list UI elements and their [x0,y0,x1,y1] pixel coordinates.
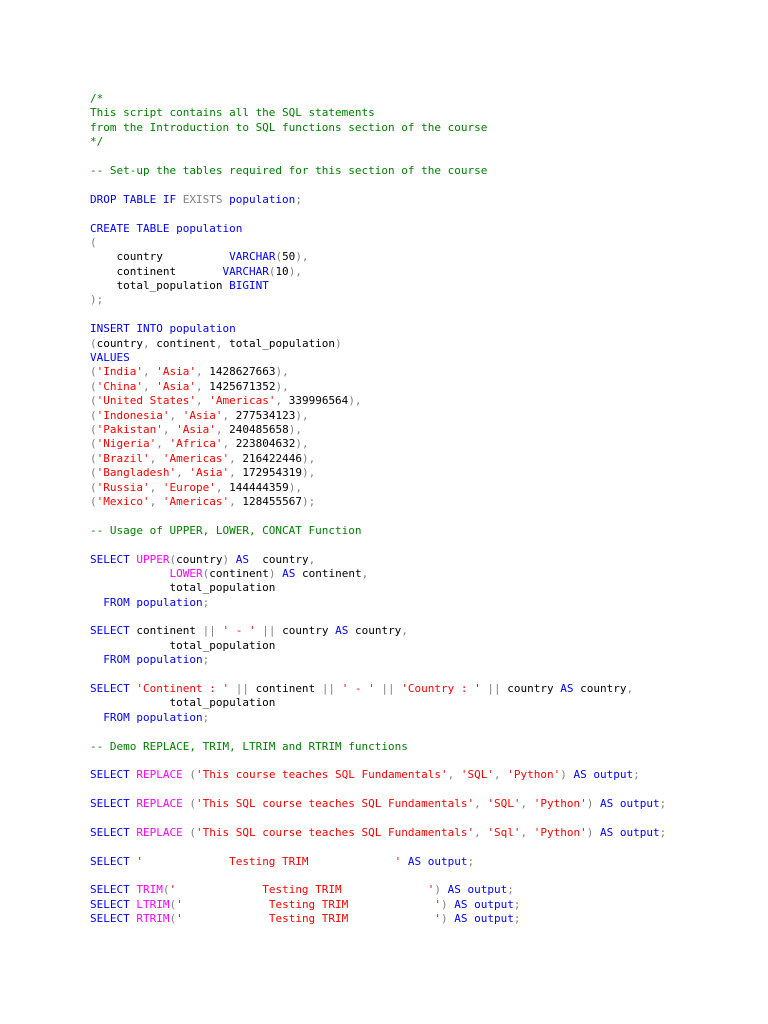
punctuation-token: ; [202,595,210,609]
punctuation-token: EXISTS [182,192,230,206]
punctuation-token: , [142,365,157,379]
punctuation-token: ) [434,883,448,897]
code-line [90,193,666,207]
punctuation-token: , [162,422,177,436]
punctuation-token: ( [182,797,196,811]
punctuation-token: , [229,466,243,480]
punctuation-token: ( [90,466,97,480]
keyword-token: BIGINT [229,279,269,293]
identifier-token: country [282,624,336,638]
punctuation-token: ( [90,451,97,465]
punctuation-token: ; [467,854,475,868]
string-literal-token: 'India' [96,365,143,379]
punctuation-token: ), [275,365,289,379]
code-line [90,883,666,897]
string-literal-token: 'Asia' [182,408,223,422]
punctuation-token: , [215,422,230,436]
punctuation-token: , [176,466,190,480]
code-line [90,135,666,149]
function-name-token: TRIM [136,883,163,897]
punctuation-token: , [149,480,163,494]
string-literal-token: ' - ' [222,624,256,638]
punctuation-token: , [195,394,210,408]
identifier-token: total_population [90,696,276,710]
code-line [90,725,666,739]
keyword-token: VALUES [90,351,130,365]
keyword-token: population [229,192,296,206]
code-line [90,222,666,236]
punctuation-token: , [222,408,236,422]
comment-token: from the Introduction to SQL functions section of the course [90,120,488,134]
string-literal-token: 'United States' [96,394,196,408]
code-line [90,596,666,610]
identifier-token: country [90,250,230,264]
code-line [90,308,666,322]
string-literal-token: ' Testing TRIM ' [136,854,402,868]
punctuation-token: ) [268,566,283,580]
string-literal-token: 'Continent : ' [136,682,230,696]
punctuation-token: || [321,682,342,696]
identifier-token: 50 [282,250,296,264]
identifier-token: country [176,552,223,566]
code-line [90,351,666,365]
string-literal-token: 'Asia' [189,466,230,480]
string-literal-token: 'Python' [533,825,587,839]
string-literal-token: 'Americas' [209,394,276,408]
code-line [90,711,666,725]
punctuation-token: ( [169,552,177,566]
punctuation-token: ( [169,912,177,926]
code-line [90,423,666,437]
code-line [90,524,666,538]
punctuation-token: ) [586,825,600,839]
string-literal-token: 'Python' [507,768,561,782]
string-literal-token: 'Russia' [96,480,150,494]
comment-token: */ [90,135,104,149]
keyword-token: SELECT [90,854,137,868]
code-line [90,869,666,883]
punctuation-token: ( [90,422,97,436]
keyword-token: AS output [454,897,514,911]
punctuation-token: ), [295,437,309,451]
keyword-token: SELECT [90,912,137,926]
punctuation-token: ( [268,264,276,278]
punctuation-token: , [195,379,210,393]
code-line [90,610,666,624]
identifier-token: continent [90,264,223,278]
keyword-token: AS output [447,883,508,897]
string-literal-token: 'Africa' [169,437,223,451]
keyword-token: CREATE TABLE population [90,221,243,235]
code-line [90,106,666,120]
punctuation-token: ; [202,653,210,667]
code-line [90,581,666,595]
punctuation-token: , [447,768,461,782]
punctuation-token: ( [90,235,97,249]
code-line [90,668,666,682]
keyword-token: SELECT [90,768,137,782]
code-line [90,207,666,221]
punctuation-token: ( [162,883,170,897]
identifier-token: continent [295,566,362,580]
punctuation-token: , [149,494,163,508]
string-literal-token: 'This SQL course teaches SQL Fundamentals' [195,825,475,839]
punctuation-token: ( [275,250,283,264]
identifier-token: 10 [275,264,289,278]
string-literal-token: 'Europe' [162,480,216,494]
keyword-token: AS [560,682,574,696]
punctuation-token: ) [441,912,455,926]
code-line [90,452,666,466]
punctuation-token: ), [301,451,316,465]
punctuation-token: , [275,394,289,408]
punctuation-token: ; [202,710,210,724]
code-line [90,365,666,379]
string-literal-token: 'Asia' [156,365,196,379]
identifier-token: 172954319 [242,466,302,480]
comment-token: -- Set-up the tables required for this section of the course [90,163,488,177]
punctuation-token: ) [222,552,236,566]
function-name-token: RTRIM [136,912,170,926]
keyword-token: FROM population [90,595,203,609]
punctuation-token: , [169,408,183,422]
identifier-token: 339996564 [288,394,349,408]
keyword-token: AS [335,624,349,638]
string-literal-token: ' Testing TRIM ' [176,912,442,926]
punctuation-token: ( [182,768,196,782]
string-literal-token: 'Brazil' [96,451,150,465]
string-literal-token: 'Indonesia' [96,408,170,422]
identifier-token: continent [136,624,203,638]
identifier-token: continent [209,566,269,580]
string-literal-token: 'Sql' [487,825,521,839]
punctuation-token: ); [301,494,316,508]
identifier-token: country [348,624,402,638]
code-line [90,265,666,279]
identifier-token: total_population [90,581,276,595]
string-literal-token: 'SQL' [487,797,521,811]
punctuation-token: || [374,682,402,696]
code-line [90,898,666,912]
punctuation-token: ) [335,336,342,350]
keyword-token: AS output [599,825,660,839]
code-line [90,250,666,264]
string-literal-token: 'Asia' [176,422,216,436]
punctuation-token: , [626,682,634,696]
punctuation-token: ; [659,825,667,839]
identifier-token: country [248,552,309,566]
code-line [90,826,666,840]
identifier-token [90,567,169,580]
identifier-token: continent [156,336,216,350]
punctuation-token: ), [295,250,309,264]
code-line [90,624,666,638]
keyword-token: FROM population [90,710,203,724]
code-line [90,150,666,164]
punctuation-token: ( [90,480,97,494]
string-literal-token: ' - ' [341,682,375,696]
keyword-token: VARCHAR [229,250,276,264]
punctuation-token: , [474,797,488,811]
code-line [90,639,666,653]
code-line [90,164,666,178]
punctuation-token: , [494,768,508,782]
string-literal-token: 'SQL' [460,768,495,782]
identifier-token: total_population [90,638,276,652]
keyword-token: AS [282,566,296,580]
keyword-token: AS output [454,912,514,926]
punctuation-token: ( [90,437,97,451]
punctuation-token: , [520,797,534,811]
keyword-token: SELECT [90,883,137,897]
punctuation-token: ; [633,768,640,782]
punctuation-token: ( [90,379,97,393]
string-literal-token: 'Asia' [156,379,196,393]
code-line [90,783,666,797]
keyword-token: SELECT [90,552,137,566]
identifier-token: 216422446 [242,451,302,465]
code-line [90,92,666,106]
identifier-token: 240485658 [229,422,289,436]
string-literal-token: 'Python' [533,797,587,811]
code-line [90,337,666,351]
identifier-token: total_population [90,279,230,293]
punctuation-token: , [142,336,157,350]
code-line [90,567,666,581]
comment-token: This script contains all the SQL statements [90,106,375,120]
code-line [90,855,666,869]
code-line [90,840,666,854]
keyword-token: AS output [401,854,468,868]
punctuation-token: || [202,624,223,638]
keyword-token: SELECT [90,897,137,911]
punctuation-token: ); [90,293,104,307]
code-line [90,797,666,811]
punctuation-token: , [215,336,230,350]
identifier-token: 1425671352 [209,379,276,393]
code-line [90,740,666,754]
punctuation-token: ; [295,192,302,206]
code-line [90,754,666,768]
keyword-token: AS [235,552,249,566]
punctuation-token: , [222,437,236,451]
function-name-token: REPLACE [136,797,183,811]
string-literal-token: 'Bangladesh' [96,466,177,480]
code-line [90,279,666,293]
string-literal-token: 'Americas' [162,451,230,465]
code-line [90,394,666,408]
identifier-token: 144444359 [229,480,289,494]
code-line [90,437,666,451]
punctuation-token: ( [90,408,97,422]
function-name-token: REPLACE [136,768,183,782]
keyword-token: SELECT [90,624,137,638]
string-literal-token: 'This SQL course teaches SQL Fundamentals' [195,797,475,811]
string-literal-token: 'Nigeria' [96,437,157,451]
punctuation-token: ) [586,797,600,811]
identifier-token: 128455567 [242,494,302,508]
code-line [90,481,666,495]
punctuation-token: ), [301,466,316,480]
sql-script-listing [90,92,666,927]
punctuation-token: , [308,552,316,566]
punctuation-token: , [474,825,488,839]
identifier-token: country [573,682,627,696]
code-line [90,768,666,782]
punctuation-token: ), [348,394,362,408]
punctuation-token: , [229,451,243,465]
punctuation-token: , [520,825,534,839]
function-name-token: LTRIM [136,897,170,911]
punctuation-token: ) [560,768,574,782]
punctuation-token: || [480,682,508,696]
code-line [90,553,666,567]
code-line [90,322,666,336]
punctuation-token: , [149,451,163,465]
code-line [90,912,666,926]
punctuation-token: ( [169,897,177,911]
code-line [90,509,666,523]
keyword-token: AS output [599,797,660,811]
comment-token: /* [90,92,104,105]
keyword-token: VARCHAR [222,264,269,278]
punctuation-token: ( [90,494,97,508]
function-name-token: UPPER [136,552,170,566]
function-name-token: LOWER [169,566,203,580]
identifier-token: continent [255,682,322,696]
identifier-token: 223804632 [235,437,296,451]
code-line [90,466,666,480]
punctuation-token: , [195,365,210,379]
identifier-token: 277534123 [235,408,296,422]
punctuation-token: ), [275,379,289,393]
punctuation-token: , [361,566,369,580]
punctuation-token: ( [90,365,97,379]
code-line [90,178,666,192]
identifier-token: country [96,336,143,350]
punctuation-token: ; [659,797,667,811]
comment-token: -- Demo REPLACE, TRIM, LTRIM and RTRIM functions [90,739,408,753]
keyword-token: DROP TABLE IF [90,192,183,206]
keyword-token: SELECT [90,797,137,811]
punctuation-token: , [215,480,230,494]
punctuation-token: , [401,624,408,638]
punctuation-token: ), [288,480,302,494]
string-literal-token: 'China' [96,379,143,393]
punctuation-token: ), [295,408,309,422]
keyword-token: FROM population [90,653,203,667]
keyword-token: SELECT [90,682,137,696]
punctuation-token: ), [288,422,302,436]
punctuation-token: , [142,379,157,393]
code-line [90,409,666,423]
punctuation-token: ; [513,912,521,926]
code-line [90,538,666,552]
identifier-token: total_population [229,336,336,350]
punctuation-token: ; [513,897,521,911]
string-literal-token: 'Country : ' [401,682,481,696]
punctuation-token: || [255,624,283,638]
keyword-token: INSERT INTO population [90,322,236,336]
code-line [90,293,666,307]
string-literal-token: 'Americas' [162,494,230,508]
code-line [90,696,666,710]
punctuation-token: , [229,494,243,508]
code-line [90,812,666,826]
keyword-token: SELECT [90,825,137,839]
punctuation-token: ) [441,897,455,911]
code-line [90,121,666,135]
punctuation-token: ( [202,566,210,580]
punctuation-token: ; [507,883,514,897]
code-line [90,236,666,250]
code-line [90,495,666,509]
punctuation-token: || [229,682,256,696]
punctuation-token: ( [90,394,97,408]
comment-token: -- Usage of UPPER, LOWER, CONCAT Function [90,523,362,537]
keyword-token: AS output [573,768,634,782]
string-literal-token: ' Testing TRIM ' [176,897,442,911]
punctuation-token: ( [182,825,196,839]
code-line [90,682,666,696]
identifier-token: 1428627663 [209,365,276,379]
string-literal-token: 'Pakistan' [96,422,163,436]
function-name-token: REPLACE [136,825,183,839]
punctuation-token: , [156,437,170,451]
string-literal-token: 'This course teaches SQL Fundamentals' [195,768,448,782]
string-literal-token: 'Mexico' [96,494,150,508]
string-literal-token: ' Testing TRIM ' [169,883,435,897]
punctuation-token: ), [288,264,302,278]
identifier-token: country [507,682,561,696]
code-line [90,653,666,667]
code-line [90,380,666,394]
punctuation-token: ( [90,336,97,350]
